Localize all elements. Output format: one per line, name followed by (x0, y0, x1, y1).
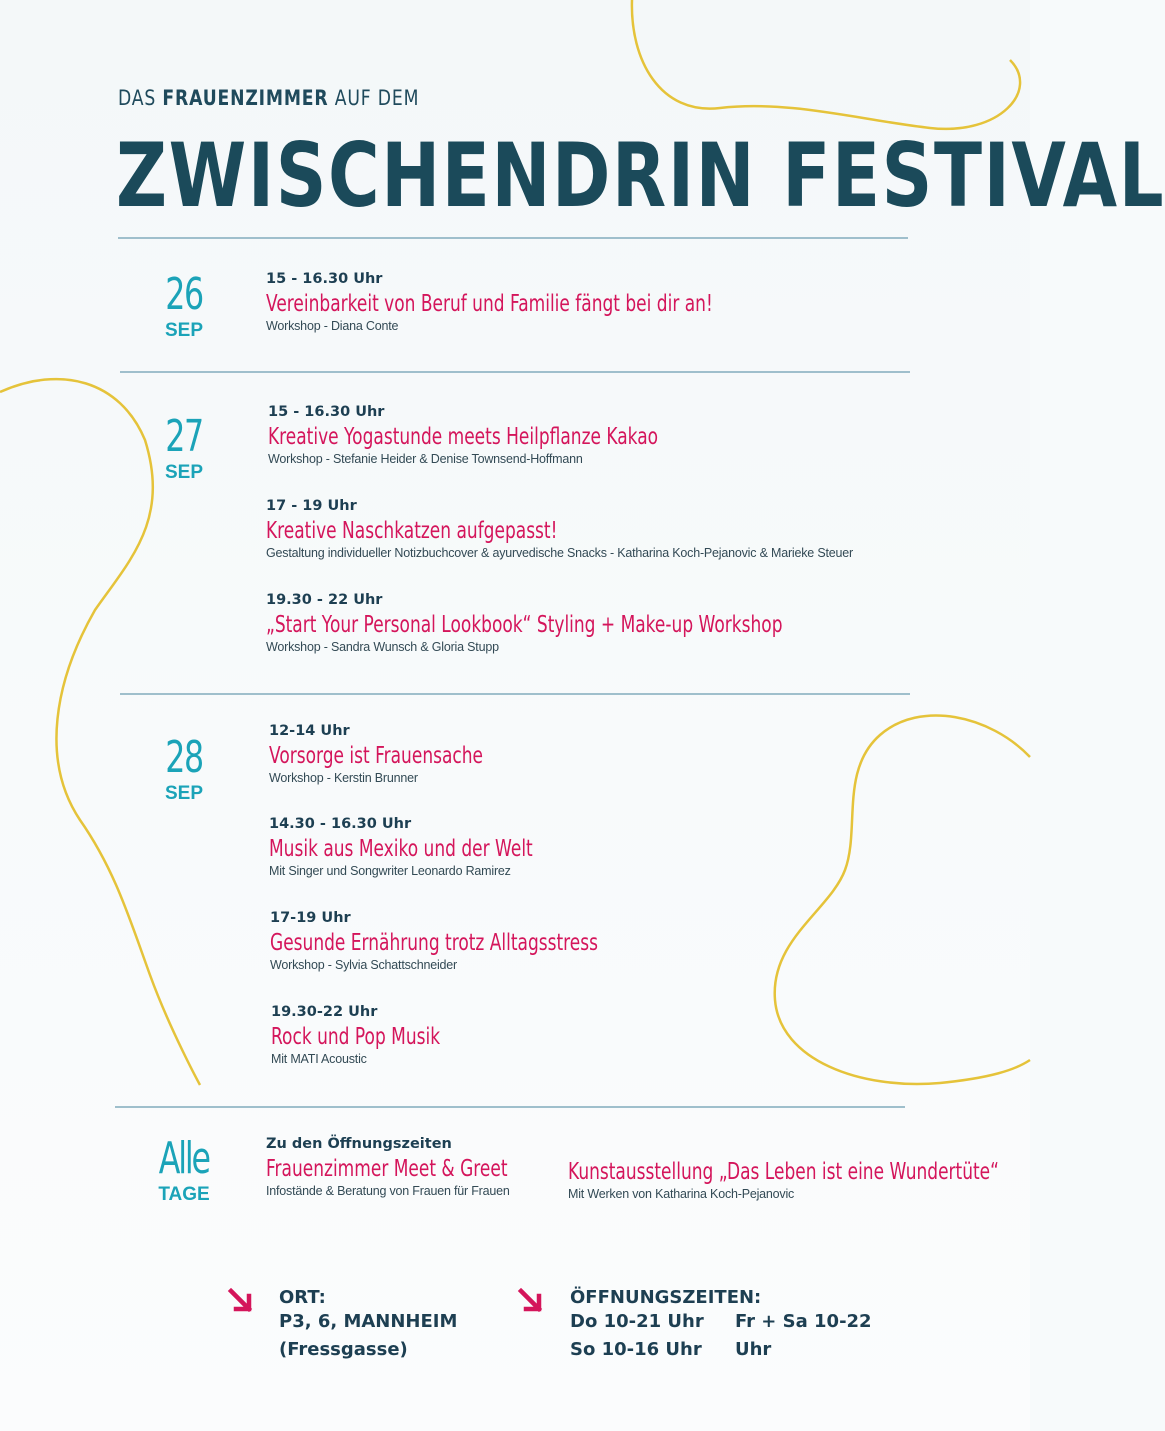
location-address: P3, 6, MANNHEIM (279, 1311, 458, 1332)
event-desc: Workshop - Kerstin Brunner (269, 771, 418, 785)
day-badge-alle (117, 1133, 251, 1206)
event-item (266, 592, 964, 654)
event-time: Zu den Öffnungszeiten (266, 1136, 452, 1152)
event-title: Kreative Yogastunde meets Heilpflanze Kakao (268, 424, 659, 450)
event-title: Vereinbarkeit von Beruf und Familie fängt bei dir an! (266, 291, 713, 317)
event-desc: Gestaltung individueller Notizbuchcover & ayurvedische Snacks - Katharina Koch-Pejanovic & Marieke Steuer (266, 546, 853, 560)
day-badge-27 (117, 411, 251, 484)
event-time: 15 - 16.30 Uhr (266, 271, 383, 287)
event-desc: Workshop - Sandra Wunsch & Gloria Stupp (266, 640, 499, 654)
arrow-down-right-icon (226, 1286, 256, 1316)
event-title: Musik aus Mexiko und der Welt (269, 836, 533, 862)
divider (120, 693, 910, 695)
event-item (269, 816, 625, 878)
divider (115, 1106, 905, 1108)
event-desc: Workshop - Sylvia Schattschneider (270, 958, 458, 972)
page-title: ZWISCHENDRIN FESTIVAL (116, 124, 1165, 227)
event-title: Kunstausstellung „Das Leben ist eine Wundertüte“ (568, 1159, 999, 1185)
event-time: 14.30 - 16.30 Uhr (269, 816, 412, 832)
event-desc: Mit Werken von Katharina Koch-Pejanovic (568, 1187, 795, 1201)
day-badge-28 (117, 732, 251, 805)
day-number: Alle (158, 1133, 210, 1184)
day-month: SEP (164, 462, 204, 483)
event-time: 17 - 19 Uhr (266, 498, 357, 514)
event-item (266, 271, 870, 333)
event-title: Kreative Naschkatzen aufgepasst! (266, 518, 558, 544)
event-desc: Workshop - Diana Conte (266, 319, 399, 333)
event-item (271, 1004, 500, 1066)
opening-hours-label: ÖFFNUNGSZEITEN: (570, 1287, 762, 1308)
event-time: 17-19 Uhr (270, 910, 351, 926)
day-badge-26 (117, 269, 251, 342)
event-item (568, 1155, 1150, 1201)
day-month: TAGE (158, 1184, 210, 1205)
location-label: ORT: (279, 1287, 326, 1308)
day-number: 27 (165, 411, 203, 462)
event-desc: Infostände & Beratung von Frauen für Frauen (266, 1184, 510, 1198)
event-title: Rock und Pop Musik (271, 1024, 441, 1050)
location-street: (Fressgasse) (279, 1339, 408, 1360)
event-title: Gesunde Ernährung trotz Alltagsstress (270, 930, 599, 956)
hours-sunday: So 10-16 Uhr (570, 1339, 702, 1360)
event-title: Frauenzimmer Meet & Greet (266, 1156, 508, 1182)
event-item (269, 723, 558, 785)
event-desc: Workshop - Stefanie Heider & Denise Townsend-Hoffmann (268, 452, 583, 466)
divider (118, 237, 908, 239)
event-time: 12-14 Uhr (269, 723, 350, 739)
supertitle (118, 86, 419, 110)
event-item (270, 910, 713, 972)
day-number: 28 (165, 732, 203, 783)
event-title: „Start Your Personal Lookbook“ Styling + Make-up Workshop (266, 612, 783, 638)
hours-thursday: Do 10-21 Uhr (570, 1311, 704, 1332)
hours-friday-saturday: Fr + Sa 10-22 Uhr (735, 1311, 872, 1360)
event-title: Vorsorge ist Frauensache (269, 743, 484, 769)
divider (120, 371, 910, 373)
supertitle-bold: FRAUENZIMMER (162, 86, 329, 110)
opening-hours (570, 1287, 910, 1364)
supertitle-pre: DAS (118, 86, 157, 110)
event-time: 15 - 16.30 Uhr (268, 404, 385, 420)
location-info (279, 1287, 457, 1364)
event-item (266, 498, 853, 560)
event-desc: Mit Singer und Songwriter Leonardo Ramirez (269, 864, 511, 878)
arrow-down-right-icon (516, 1286, 546, 1316)
event-time: 19.30 - 22 Uhr (266, 592, 383, 608)
event-time: 19.30-22 Uhr (271, 1004, 378, 1020)
supertitle-post: AUF DEM (334, 86, 420, 110)
day-number: 26 (165, 269, 203, 320)
day-month: SEP (164, 320, 204, 341)
event-desc: Mit MATI Acoustic (271, 1052, 367, 1066)
event-item (266, 1136, 592, 1198)
event-item (268, 404, 795, 466)
day-month: SEP (164, 783, 204, 804)
